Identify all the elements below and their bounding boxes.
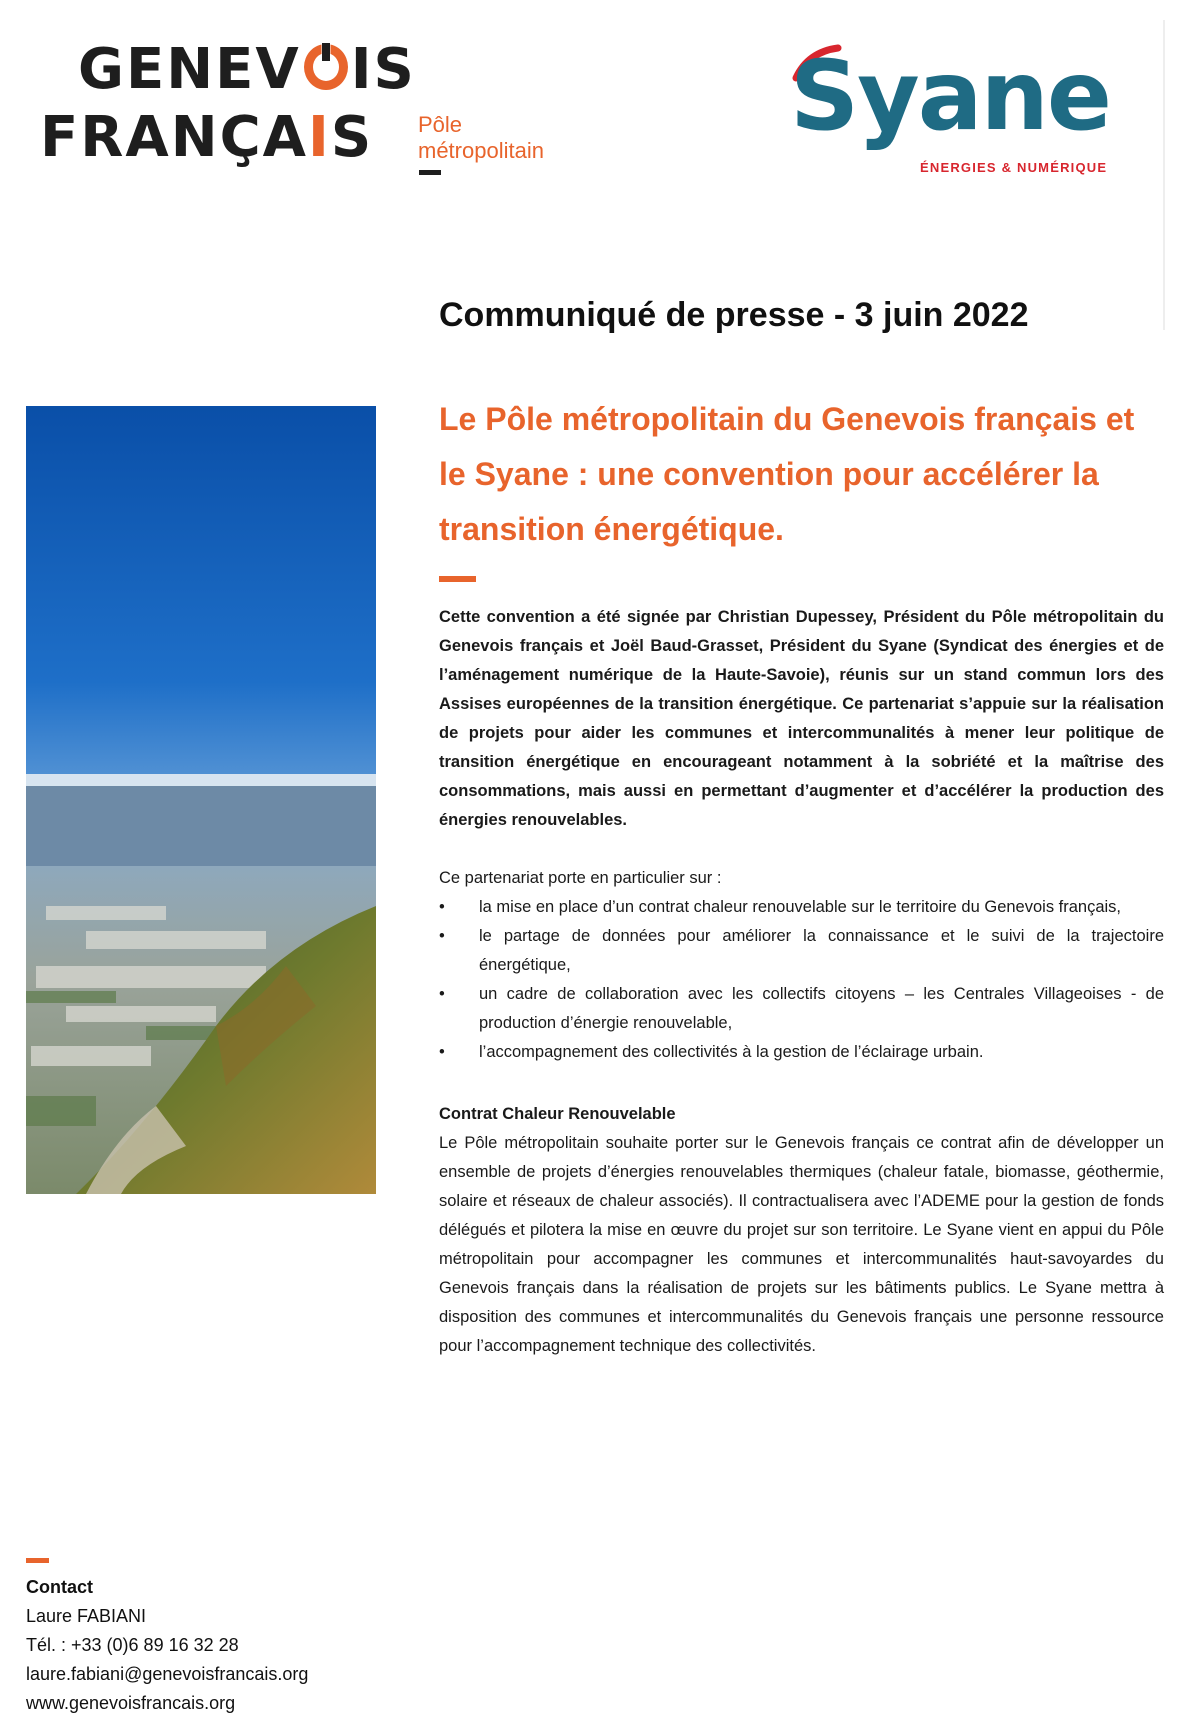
logo-text-i: I	[308, 105, 331, 170]
section-paragraph: Le Pôle métropolitain souhaite porter sur le Genevois français ce contrat afin de développer un ensemble de projets d’énergies renouvelables thermiques (chaleur fatale, biomasse, géothermie, solaire et réseaux de chaleur associés). Il contractualisera avec l’ADEME pour la gestion de fonds délégués et pilotera la mise en œuvre du projet sur son territoire. Le Syane vient en appui du Pôle métropolitain pour accompagner les communes et intercommunalités haut-savoyardes du Genevois français dans la réalisation de projets sur les bâtiments publics. Le Syane mettra à disposition des communes et intercommunalités du Genevois français une personne ressource pour l’accompagnement technique des collectivités.	[439, 1134, 1164, 1355]
logo-text-franca: FRANÇA	[40, 105, 309, 170]
syane-logo	[790, 40, 1130, 178]
syane-tagline: ÉNERGIES & NUMÉRIQUE	[920, 160, 1108, 175]
intro-paragraph: Cette convention a été signée par Christian Dupessey, Président du Pôle métropolitain du Genevois français et Joël Baud-Grasset, Président du Syane (Syndicat des énergies et de l’aménagement numérique de la Haute-Savoie), réunis sur un stand commun lors des Assises européennes de la transition énergétique. Ce partenariat s’appuie sur la réalisation de projets pour aider les communes et intercommunalités à mener leur politique de transition énergétique en encourageant notamment à la sobriété et la maîtrise des consommations, mais aussi en permettant d’augmenter et d’accélérer la production des énergies renouvelables.	[439, 608, 1164, 829]
logo-subtitle-metropolitain: métropolitain	[418, 138, 544, 163]
contact-website: www.genevoisfrancais.org	[26, 1693, 236, 1713]
list-item-text: un cadre de collaboration avec les collectifs citoyens – les Centrales Villageoises - de production d’énergie renouvelable,	[479, 985, 1164, 1032]
logo-o-power-icon	[304, 44, 348, 90]
partnership-list	[439, 893, 1164, 1067]
list-item	[439, 1038, 1164, 1067]
contact-phone: Tél. : +33 (0)6 89 16 32 28	[26, 1635, 239, 1655]
logo-text-s: S	[330, 105, 374, 170]
contact-accent-bar	[26, 1558, 49, 1563]
logo-line-genevois	[78, 37, 416, 102]
logo-subtitle-pole: Pôle	[418, 112, 463, 137]
list-item-text: la mise en place d’un contrat chaleur renouvelable sur le territoire du Genevois français,	[479, 898, 1122, 916]
bullet-icon: •	[439, 1043, 445, 1061]
logo-text-genev: GENEV	[78, 37, 301, 102]
logo-subtitle	[418, 112, 544, 164]
list-item	[439, 893, 1164, 922]
bullet-icon: •	[439, 898, 445, 916]
logo-dash	[419, 170, 441, 175]
list-intro: Ce partenariat porte en particulier sur :	[439, 869, 722, 887]
contact-title: Contact	[26, 1577, 93, 1597]
list-item	[439, 922, 1164, 980]
bullet-icon: •	[439, 927, 445, 945]
contact-name: Laure FABIANI	[26, 1606, 147, 1626]
contact-email: laure.fabiani@genevoisfrancais.org	[26, 1664, 309, 1684]
logo-line-francais	[40, 105, 374, 170]
list-item-text: le partage de données pour améliorer la connaissance et le suivi de la trajectoire énergétique,	[479, 927, 1164, 974]
landscape-photo	[26, 406, 376, 1194]
bullet-icon: •	[439, 985, 445, 1003]
list-item-text: l’accompagnement des collectivités à la gestion de l’éclairage urbain.	[479, 1043, 984, 1061]
aerial-landscape-image	[26, 406, 376, 1194]
headline: Le Pôle métropolitain du Genevois français et le Syane : une convention pour accélérer la transition énergétique.	[439, 401, 1135, 547]
headline-accent-bar	[439, 576, 476, 582]
syane-wordmark: Syane	[790, 40, 1110, 152]
genevois-francais-logo	[40, 37, 600, 182]
press-release-title: Communiqué de presse - 3 juin 2022	[439, 296, 1029, 334]
right-divider	[1163, 20, 1165, 330]
list-item	[439, 980, 1164, 1038]
contact-block	[26, 1573, 308, 1718]
logo-text-is: IS	[350, 37, 416, 102]
section-title: Contrat Chaleur Renouvelable	[439, 1105, 676, 1123]
